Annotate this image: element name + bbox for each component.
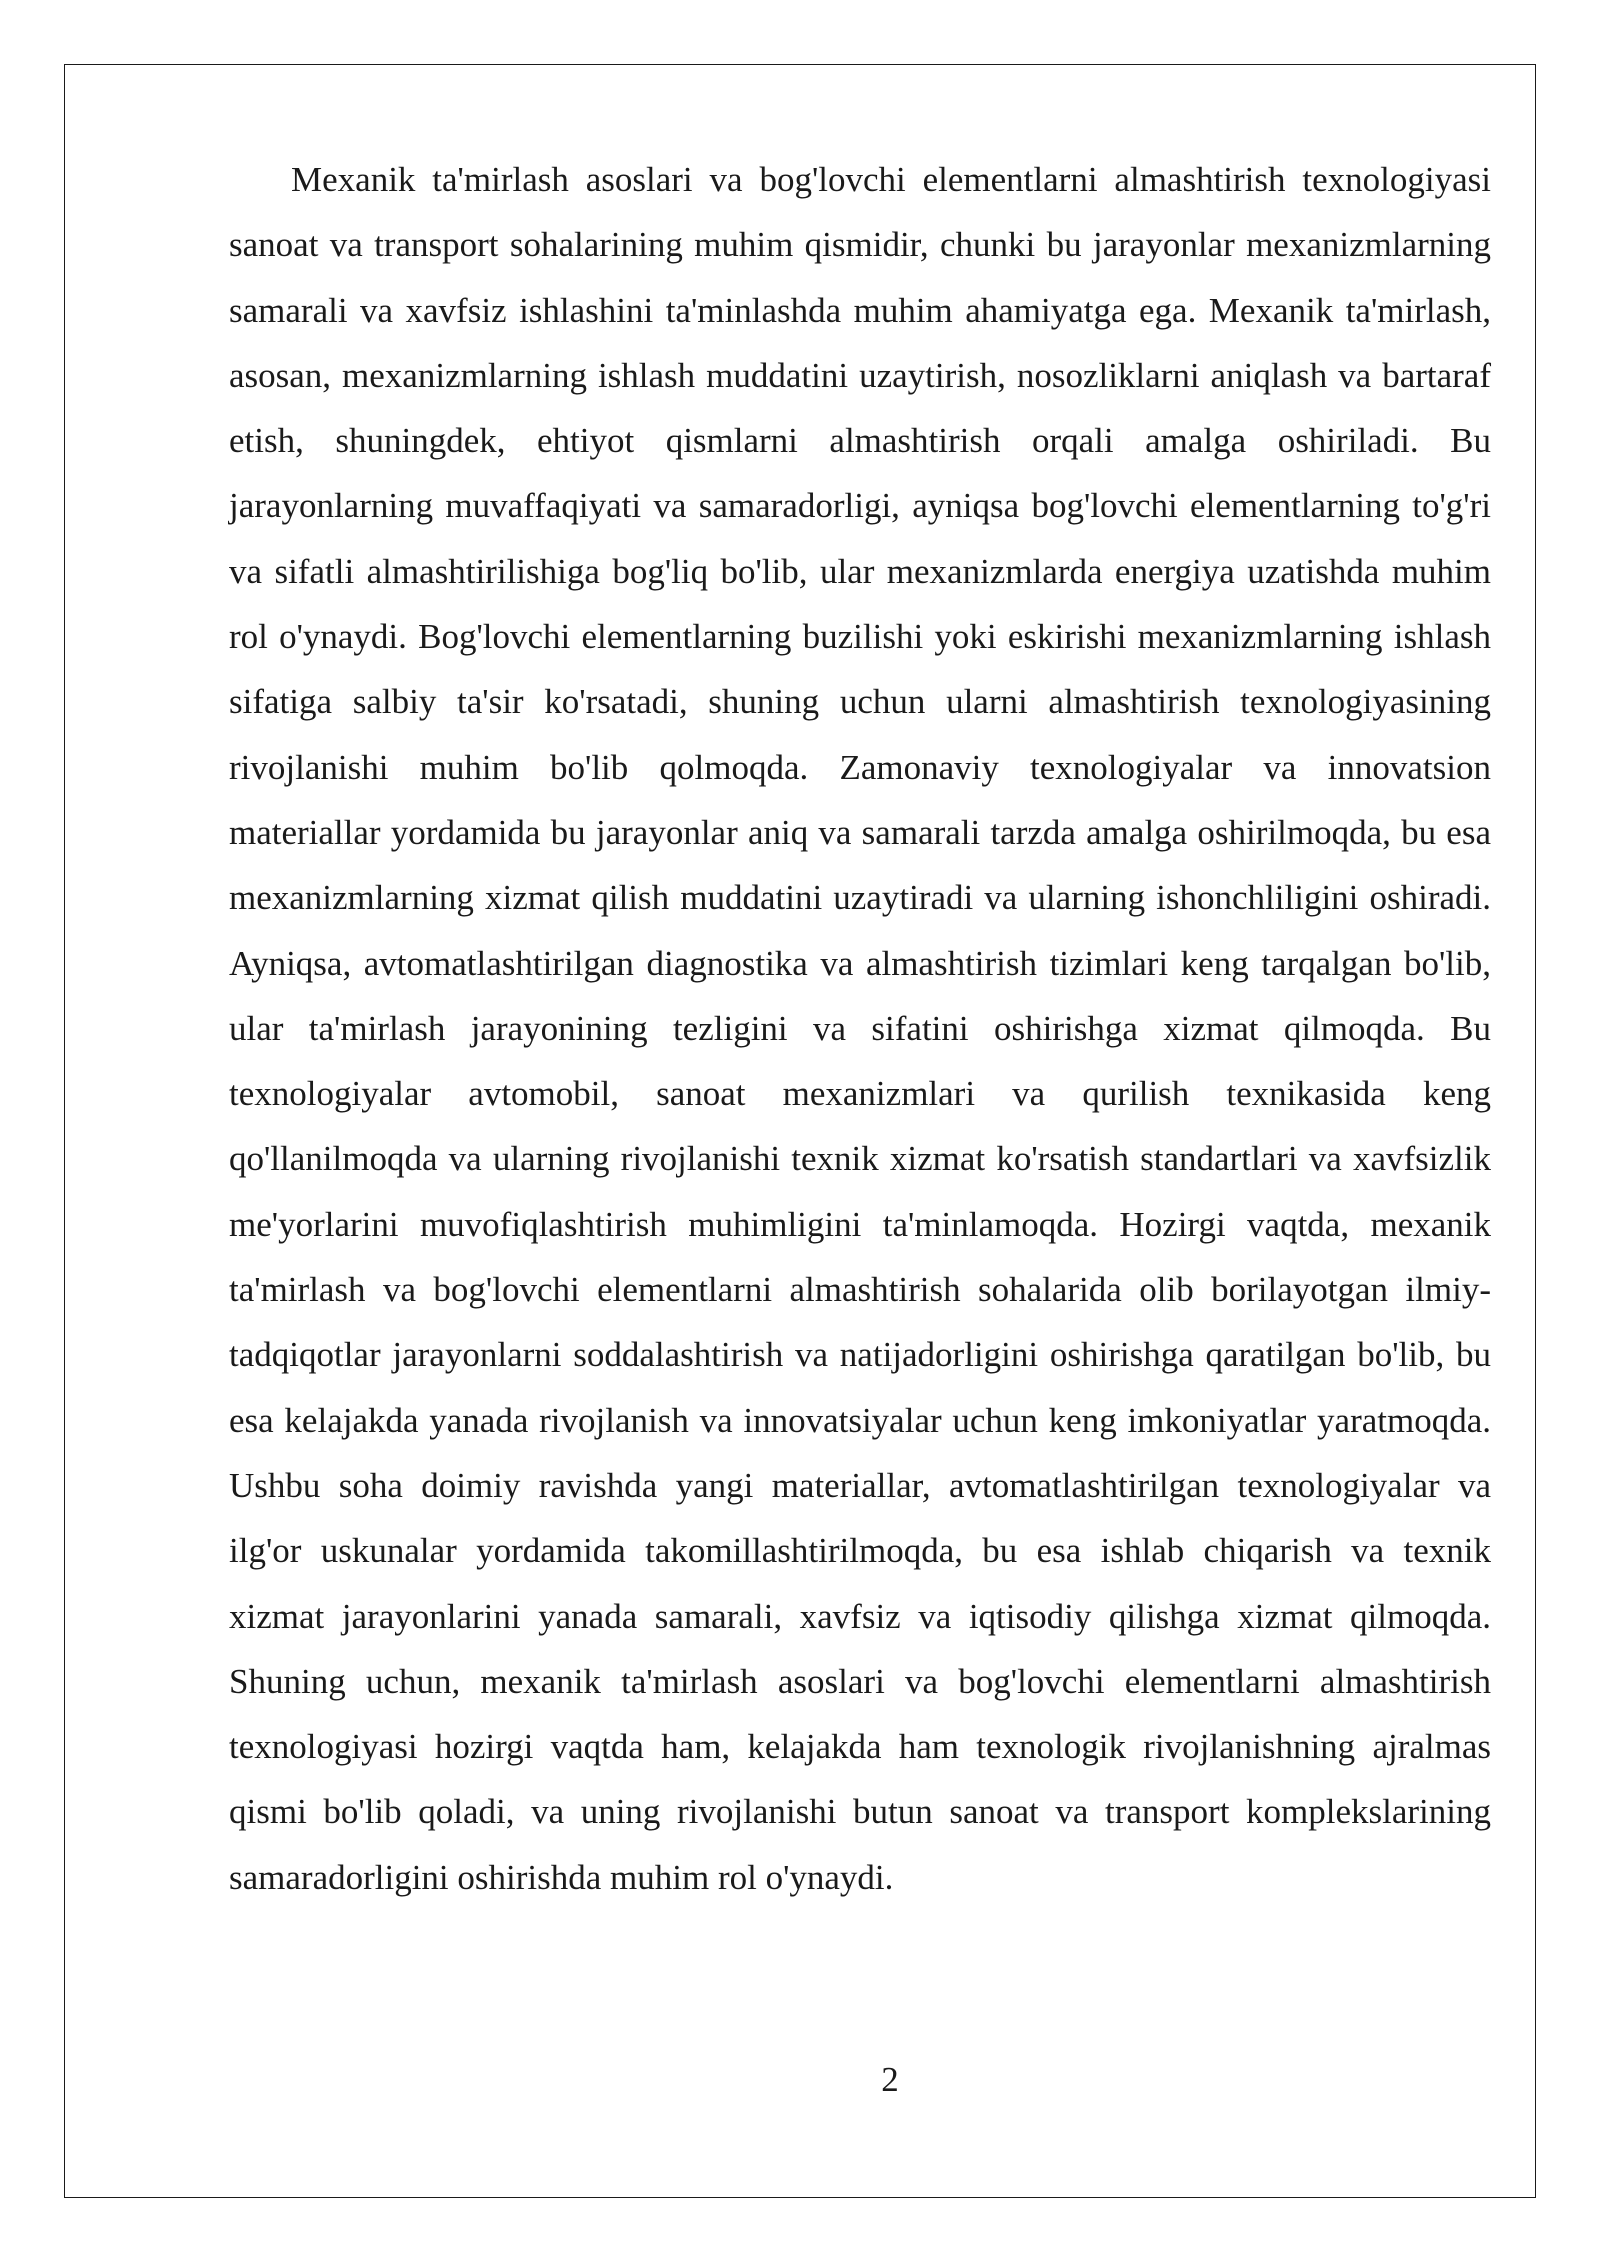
- body-paragraph: Mexanik ta'mirlash asoslari va bog'lovchi elementlarni almashtirish texnologiyasi sanoat va transport sohalarining muhim qismidir, chunki bu jarayonlar mexanizmlarning samarali va xavfsiz ishlashini ta'minlashda muhim ahamiyatga ega. Mexanik ta'mirlash, asosan, mexanizmlarning ishlash muddatini uzaytirish, nosozliklarni aniqlash va bartaraf etish, shuningdek, ehtiyot qismlarni almashtirish orqali amalga oshiriladi. Bu jarayonlarning muvaffaqiyati va samaradorligi, ayniqsa bog'lovchi elementlarning to'g'ri va sifatli almashtirilishiga bog'liq bo'lib, ular mexanizmlarda energiya uzatishda muhim rol o'ynaydi. Bog'lovchi elementlarning buzilishi yoki eskirishi mexanizmlarning ishlash sifatiga salbiy ta'sir ko'rsatadi, shuning uchun ularni almashtirish texnologiyasining rivojlanishi muhim bo'lib qolmoqda. Zamonaviy texnologiyalar va innovatsion materiallar yordamida bu jarayonlar aniq va samarali tarzda amalga oshirilmoqda, bu esa mexanizmlarning xizmat qilish muddatini uzaytiradi va ularning ishonchliligini oshiradi. Ayniqsa, avtomatlashtirilgan diagnostika va almashtirish tizimlari keng tarqalgan bo'lib, ular ta'mirlash jarayonining tezligini va sifatini oshirishga xizmat qilmoqda. Bu texnologiyalar avtomobil, sanoat mexanizmlari va qurilish texnikasida keng qo'llanilmoqda va ularning rivojlanishi texnik xizmat ko'rsatish standartlari va xavfsizlik me'yorlarini muvofiqlashtirish muhimligini ta'minlamoqda. Hozirgi vaqtda, mexanik ta'mirlash va bog'lovchi elementlarni almashtirish sohalarida olib borilayotgan ilmiy-tadqiqotlar jarayonlarni soddalashtirish va natijadorligini oshirishga qaratilgan bo'lib, bu esa kelajakda yanada rivojlanish va innovatsiyalar uchun keng imkoniyatlar yaratmoqda. Ushbu soha doimiy ravishda yangi materiallar, avtomatlashtirilgan texnologiyalar va ilg'or uskunalar yordamida takomillashtirilmoqda, bu esa ishlab chiqarish va texnik xizmat jarayonlarini yanada samarali, xavfsiz va iqtisodiy qilishga xizmat qilmoqda. Shuning uchun, mexanik ta'mirlash asoslari va bog'lovchi elementlarni almashtirish texnologiyasi hozirgi vaqtda ham, kelajakda ham texnologik rivojlanishning ajralmas qismi bo'lib qoladi, va uning rivojlanishi butun sanoat va transport komplekslarining samaradorligini oshirishda muhim rol o'ynaydi.: [229, 160, 1491, 1897]
- page-number: 2: [881, 2060, 899, 2099]
